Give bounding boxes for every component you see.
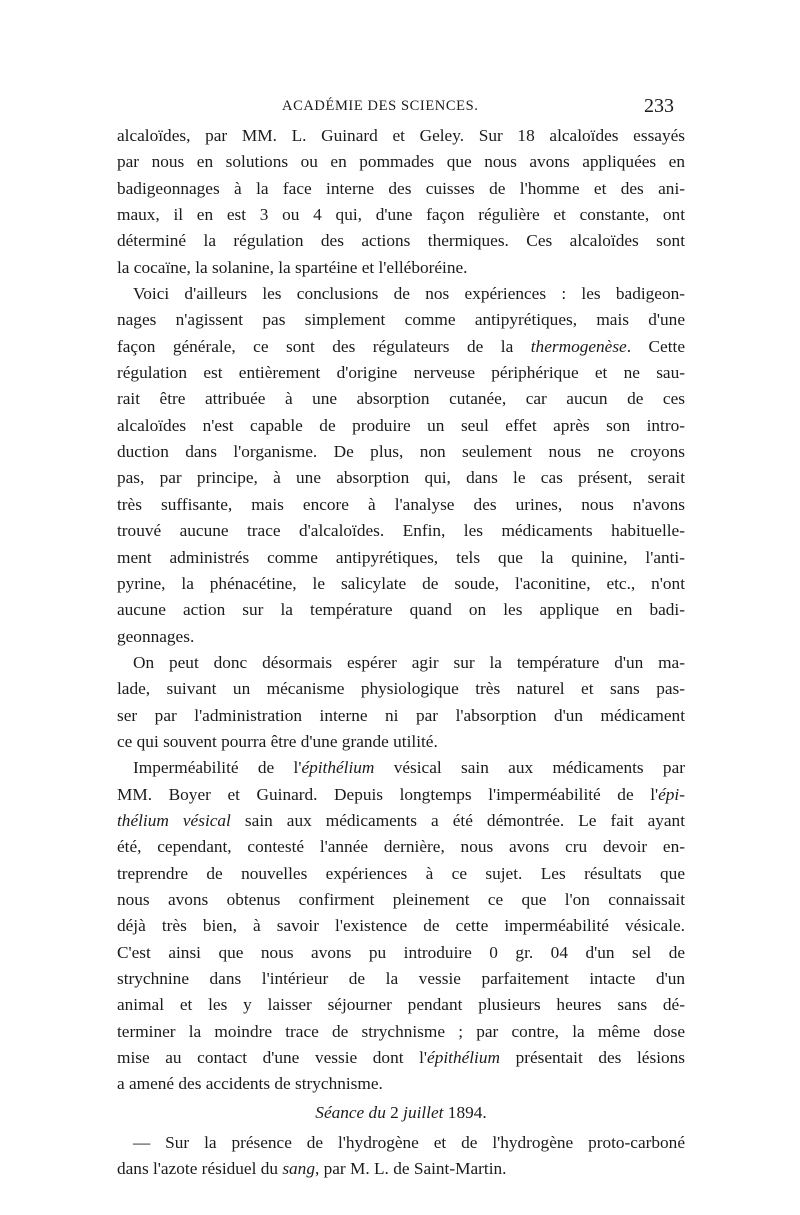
text-line: — Sur la présence de l'hydrogène et de l'hydrogène proto-carboné [133,1133,685,1153]
italic-term: épi- [658,784,685,804]
session-heading: Séance du 2 juillet 1894. [315,1102,487,1122]
text-line: C'est ainsi que nous avons pu introduire 0 gr. 04 d'un sel de [117,942,685,962]
text-line: la cocaïne, la solanine, la spartéine et l'elléboréine. [117,257,468,277]
text-line: maux, il en est 3 ou 4 qui, d'une façon régulière et constante, ont [117,205,685,225]
text-line: lade, suivant un mécanisme physiologique très naturel et sans pas- [117,679,685,699]
text-line: trouvé aucune trace d'alcaloïdes. Enfin, les médicaments habituelle- [117,521,685,541]
text-line: alcaloïdes, par MM. L. Guinard et Geley. Sur 18 alcaloïdes essayés [117,126,685,145]
text-line: nages n'agissent pas simplement comme antipyrétiques, mais d'une [117,310,685,330]
page-number: 233 [644,95,674,117]
paragraph-alcaloides [117,123,685,281]
italic-term: épithélium [427,1048,500,1068]
text-line: ment administrés comme antipyrétiques, tels que la quinine, l'anti- [117,547,685,567]
text-line: ser par l'administration interne ni par l'absorption d'un médicament [117,705,685,725]
paragraph-hydrogene [117,1130,685,1183]
text-line: duction dans l'organisme. De plus, non seulement nous ne croyons [117,442,685,462]
text-line: MM. Boyer et Guinard. Depuis longtemps l'imperméabilité de l'épi- [117,784,685,804]
italic-term: thermogenèse [530,336,627,356]
text-line: Voici d'ailleurs les conclusions de nos expériences : les badigeon- [133,284,685,304]
text-line: aucune action sur la température quand on les applique en badi- [117,600,685,620]
text-line: déterminé la régulation des actions thermiques. Ces alcaloïdes sont [117,231,685,251]
text-line: nous avons obtenus confirment pleinement ce que l'on connaissait [117,889,685,909]
text-line: Imperméabilité de l'épithélium vésical sain aux médicaments par [133,758,685,778]
text-line: façon générale, ce sont des régulateurs de la thermogenèse. Cette [117,336,685,356]
text-line: rait être attribuée à une absorption cutanée, car aucun de ces [117,389,685,409]
paragraph-impermeabilite [117,755,685,1097]
text-line: thélium vésical sain aux médicaments a été démontrée. Le fait ayant [117,810,685,830]
text-line: déjà très bien, à savoir l'existence de cette imperméabilité vésicale. [117,916,685,936]
text-line: animal et les y laisser séjourner pendant plusieurs heures sans dé- [117,995,685,1015]
text-line: badigeonnages à la face interne des cuisses de l'homme et des ani- [117,178,685,198]
italic-term: épithélium [301,758,375,778]
paragraph-temperature [117,650,685,755]
text-line: régulation est entièrement d'origine nerveuse périphérique et ne sau- [117,363,685,383]
text-line: terminer la moindre trace de strychnisme ; par contre, la même dose [117,1021,685,1041]
text-line: été, cependant, contesté l'année dernière, nous avons cru devoir en- [117,837,685,857]
text-line: ce qui souvent pourra être d'une grande utilité. [117,731,438,751]
text-line: pas, par principe, à une absorption qui, dans le cas présent, serait [117,468,685,488]
text-line: On peut donc désormais espérer agir sur la température d'un ma- [133,652,685,672]
text-line: dans l'azote résiduel du sang, par M. L. de Saint-Martin. [117,1159,507,1179]
text-line: mise au contact d'une vessie dont l'épithélium présentait des lésions [117,1048,685,1068]
text-line: par nous en solutions ou en pommades que nous avons appliquées en [117,152,685,172]
body-text [117,123,685,1183]
paragraph-conclusions [117,281,685,650]
text-line: pyrine, la phénacétine, le salicylate de soude, l'aconitine, etc., n'ont [117,573,685,593]
text-line: geonnages. [117,626,195,646]
text-line: très suffisante, mais encore à l'analyse des urines, nous n'avons [117,494,685,514]
text-line: alcaloïdes n'est capable de produire un seul effet après son intro- [117,415,685,435]
text-line: a amené des accidents de strychnisme. [117,1074,383,1094]
text-line: treprendre de nouvelles expériences à ce sujet. Les résultats que [117,863,685,883]
text-line: strychnine dans l'intérieur de la vessie parfaitement intacte d'un [117,969,685,988]
italic-term: thélium vésical [117,810,231,830]
running-title: ACADÉMIE DES SCIENCES. [282,98,479,114]
italic-term: sang [282,1159,315,1179]
